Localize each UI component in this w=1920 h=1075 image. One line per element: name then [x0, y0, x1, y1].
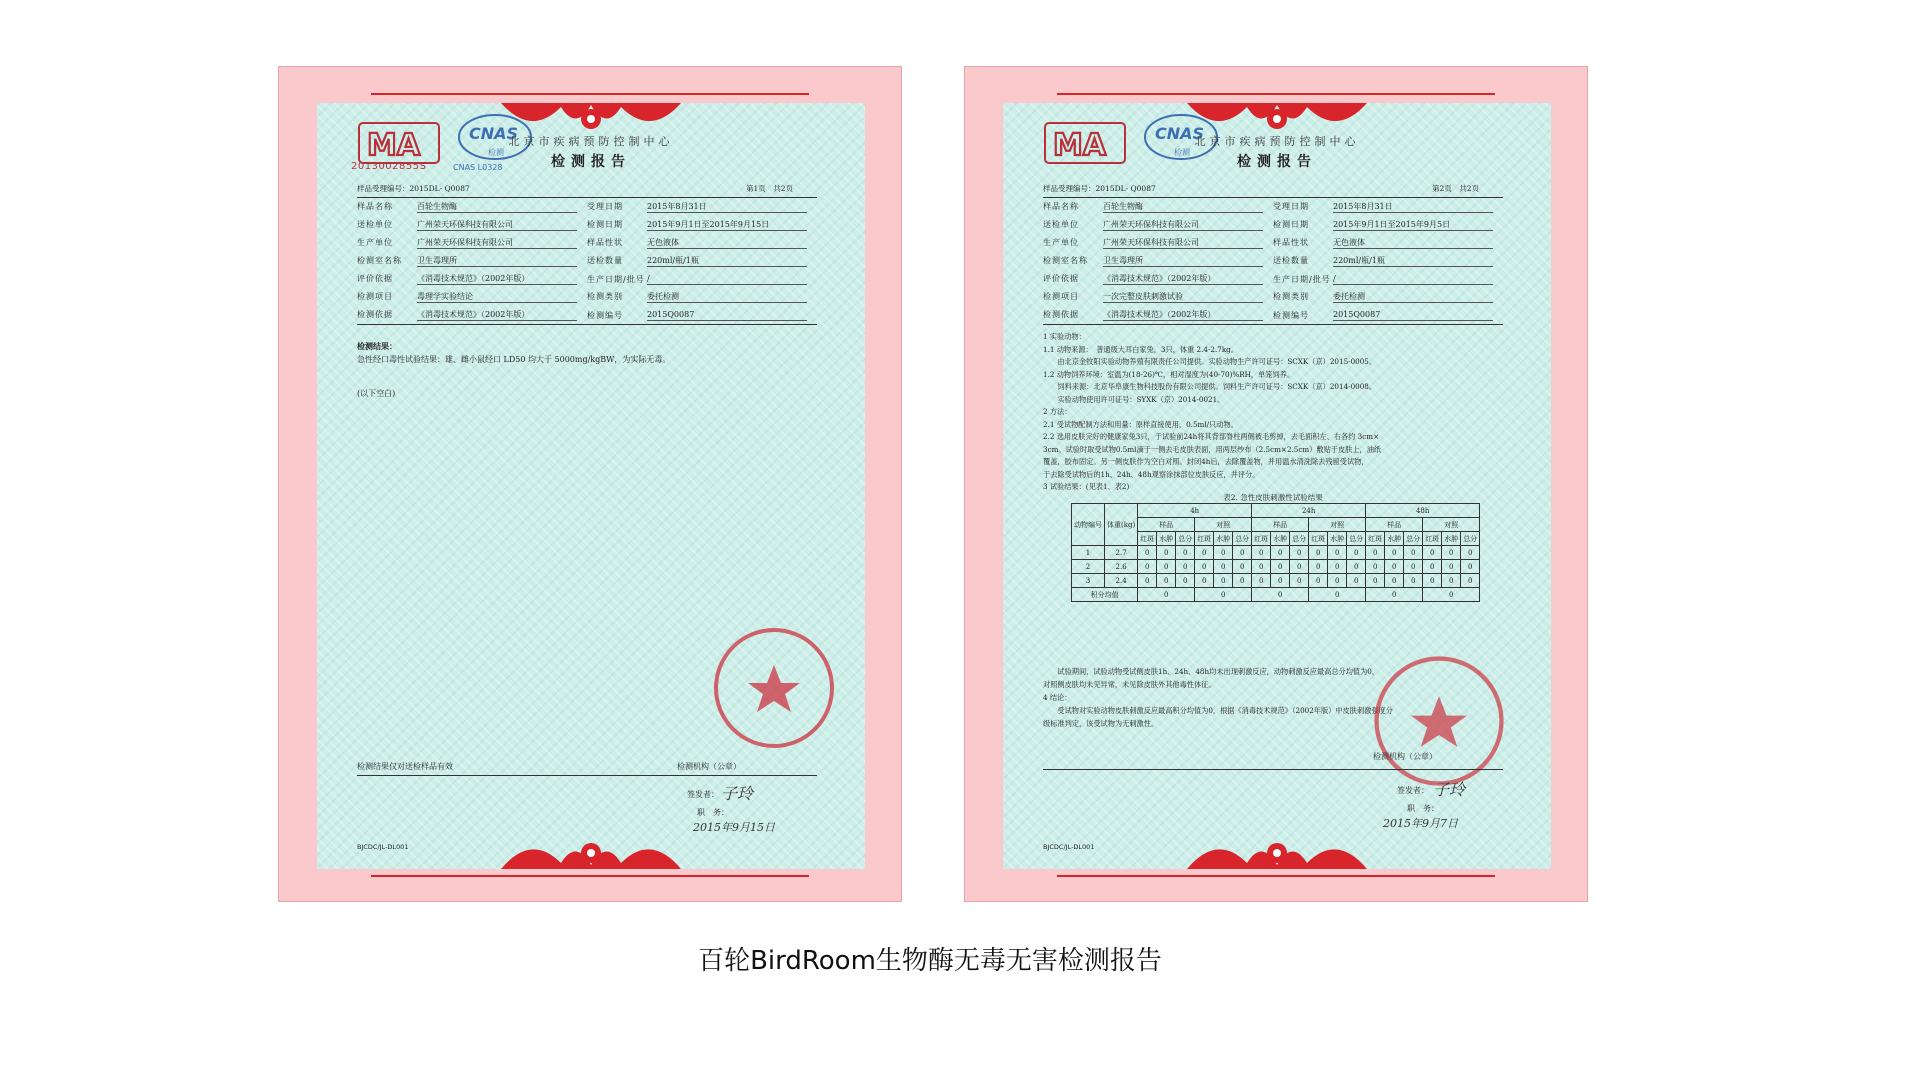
svg-text:CNAS: CNAS	[469, 124, 519, 143]
cnas-code: CNAS L0328	[453, 163, 503, 172]
cell-weight: 2.6	[1105, 560, 1138, 574]
col-group: 对照	[1195, 518, 1252, 532]
text-line: 级标准判定，该受试物为无刺激性。	[1043, 719, 1159, 728]
text-line: 4 结论：	[1043, 693, 1072, 702]
col-group: 样品	[1138, 518, 1195, 532]
field-value: 2015年8月31日	[1333, 201, 1493, 213]
cell-score: 0	[1385, 574, 1404, 588]
field-label: 样品性状	[1273, 238, 1309, 247]
field-label: 评价依据	[1043, 274, 1079, 283]
form-code: BJCDC/JL-DL001	[357, 843, 409, 851]
field-value: 一次完整皮肤刺激试验	[1103, 291, 1263, 303]
field-value: 2015Q0087	[1333, 310, 1493, 321]
field-label: 生产单位	[1043, 238, 1079, 247]
agency-stamp-label: 检测机构（公章）	[677, 762, 741, 771]
table-row	[1072, 574, 1480, 588]
cell-weight: 2.4	[1105, 574, 1138, 588]
col-sub: 总分	[1461, 532, 1480, 546]
text-line: 对照侧皮肤均未见异常，未见除皮肤外其他毒性体征。	[1043, 680, 1216, 689]
signature: 子玲	[721, 784, 754, 803]
cell-score: 0	[1366, 574, 1385, 588]
info-row	[357, 288, 817, 306]
cell-score: 0	[1252, 546, 1271, 560]
field-value: 委托检测	[647, 291, 807, 303]
field-label: 样品名称	[357, 202, 393, 211]
cell-score: 0	[1138, 560, 1157, 574]
cell-mean: 0	[1252, 588, 1309, 602]
field-label: 样品名称	[1043, 202, 1079, 211]
cell-score: 0	[1195, 574, 1214, 588]
cell-id: 2	[1072, 560, 1105, 574]
top-red-line	[1057, 93, 1495, 95]
col-sub: 总分	[1404, 532, 1423, 546]
official-seal-icon	[709, 623, 839, 753]
meta-row	[1043, 183, 1479, 196]
cell-score: 0	[1442, 574, 1461, 588]
sample-info-grid	[357, 197, 817, 325]
col-sub: 总分	[1176, 532, 1195, 546]
col-sub: 水肿	[1271, 532, 1290, 546]
field-label: 检测室名称	[357, 256, 402, 265]
cell-score: 0	[1461, 560, 1480, 574]
field-label: 检测编号	[1273, 310, 1309, 320]
field-label: 送检数量	[1273, 256, 1309, 265]
text-line: 饲料来源：北京华阜康生物科技股份有限公司提供。饲料生产许可证号：SCXK（京）2014-0008。	[1043, 382, 1377, 391]
official-seal-icon	[1369, 651, 1509, 791]
cell-score: 0	[1138, 574, 1157, 588]
col-sub: 红斑	[1252, 532, 1271, 546]
field-value: 2015年8月31日	[647, 201, 807, 213]
result-title: 检测结果：	[357, 341, 397, 351]
agency-stamp-label: 检测机构（公章）	[1373, 752, 1437, 761]
field-value: 毒理学实验结论	[417, 291, 577, 303]
field-label: 检测室名称	[1043, 256, 1088, 265]
col-sub: 红斑	[1309, 532, 1328, 546]
cell-score: 0	[1233, 574, 1252, 588]
field-value: 《消毒技术规范》（2002年版）	[417, 309, 577, 321]
handwritten-date: 2015年9月7日	[1383, 817, 1458, 830]
red-ornament-bottom-icon	[491, 827, 691, 869]
cell-score: 0	[1423, 546, 1442, 560]
info-row	[357, 234, 817, 252]
cell-score: 0	[1385, 546, 1404, 560]
field-label: 生产单位	[357, 238, 393, 247]
field-value: 220ml/瓶/1瓶	[1333, 255, 1493, 267]
info-row	[357, 198, 817, 216]
col-time: 48h	[1366, 504, 1480, 518]
text-line: 覆盖，胶布固定。另一侧皮肤作为空白对照。封闭4h后，去除覆盖物，并用温水清洗除去残留受试物，	[1043, 457, 1369, 466]
svg-text:检测: 检测	[488, 148, 504, 157]
text-line: 3 试验结果：(见表1、表2)	[1043, 482, 1130, 491]
sample-info-grid	[1043, 197, 1503, 325]
bottom-red-line	[1057, 875, 1495, 877]
cell-score: 0	[1176, 560, 1195, 574]
cell-id: 3	[1072, 574, 1105, 588]
col-sub: 水肿	[1328, 532, 1347, 546]
field-label: 评价依据	[357, 274, 393, 283]
field-label: 检测类别	[587, 292, 623, 301]
method-section	[1043, 331, 1503, 494]
cell-score: 0	[1214, 560, 1233, 574]
col-group: 对照	[1423, 518, 1480, 532]
svg-text:CNAS: CNAS	[1155, 124, 1205, 143]
cell-mean: 0	[1423, 588, 1480, 602]
result-section	[357, 339, 817, 401]
col-sub: 总分	[1347, 532, 1366, 546]
cell-score: 0	[1176, 574, 1195, 588]
duty-label: 职 务：	[697, 808, 729, 817]
cell-score: 0	[1176, 546, 1195, 560]
cell-score: 0	[1252, 560, 1271, 574]
cell-score: 0	[1309, 574, 1328, 588]
col-sub: 红斑	[1138, 532, 1157, 546]
col-sub: 红斑	[1195, 532, 1214, 546]
info-row	[357, 216, 817, 234]
field-label: 送检单位	[357, 220, 393, 229]
col-weight: 体重(kg)	[1105, 504, 1138, 546]
svg-text:MA: MA	[367, 128, 421, 163]
cell-score: 0	[1233, 560, 1252, 574]
cell-score: 0	[1347, 574, 1366, 588]
cell-score-label: 积分均值	[1072, 588, 1138, 602]
field-label: 样品性状	[587, 238, 623, 247]
text-line: 2.1 受试物配制方法和用量：原样直接使用，0.5ml/只动物。	[1043, 419, 1238, 429]
field-value: 2015年9月1日至2015年9月15日	[647, 219, 807, 231]
cell-score: 0	[1385, 560, 1404, 574]
field-label: 检测依据	[357, 310, 393, 319]
blank-note: (以下空白)	[357, 389, 396, 398]
text-line: 1 实验动物：	[1043, 332, 1086, 341]
field-label: 检测日期	[587, 220, 623, 229]
field-label: 检测类别	[1273, 292, 1309, 301]
field-value: 百轮生物酶	[417, 201, 577, 213]
field-value: 2015年9月1日至2015年9月5日	[1333, 219, 1493, 231]
col-animal: 动物编号	[1072, 504, 1105, 546]
signer-label: 签发者：	[687, 790, 719, 799]
field-value: 委托检测	[1333, 291, 1493, 303]
result-text: 急性经口毒性试验结果：雄、雌小鼠经口 LD50 均大于 5000mg/kgBW，为实际无毒。	[357, 355, 671, 364]
meta-row	[357, 183, 793, 196]
report-page-2	[1003, 103, 1551, 869]
report-page-1-frame	[278, 66, 902, 902]
cell-mean: 0	[1309, 588, 1366, 602]
cell-score: 0	[1214, 546, 1233, 560]
info-row	[1043, 234, 1503, 252]
field-label: 生产日期/批号	[587, 274, 645, 284]
svg-text:检测: 检测	[1174, 148, 1190, 157]
cell-score: 0	[1309, 560, 1328, 574]
text-line: 2.2 选用皮肤完好的健康家兔3只，于试验前24h将其背部脊柱两侧被毛剪掉，去毛面积左、右各约 3cm×	[1043, 432, 1380, 441]
field-label: 生产日期/批号	[1273, 274, 1331, 284]
text-line: 于去除受试物后的1h、24h、48h观察涂抹部位皮肤反应，并评分。	[1043, 469, 1260, 479]
cell-score: 0	[1195, 546, 1214, 560]
field-value: 220ml/瓶/1瓶	[647, 255, 807, 267]
field-value: 卫生毒理所	[1103, 255, 1263, 267]
table-row	[1072, 560, 1480, 574]
cell-score: 0	[1347, 546, 1366, 560]
cell-id: 1	[1072, 546, 1105, 560]
field-value: 卫生毒理所	[417, 255, 577, 267]
cell-score: 0	[1290, 546, 1309, 560]
text-line: 实验动物使用许可证号：SYXK（京）2014-0021。	[1043, 394, 1225, 404]
report-title: 检测报告	[1237, 154, 1317, 170]
info-row	[1043, 288, 1503, 306]
receipt-number: 样品受理编号：2015DL- Q0087	[357, 184, 470, 193]
top-red-line	[371, 93, 809, 95]
field-value: 《消毒技术规范》（2002年版）	[1103, 273, 1263, 285]
field-value: 《消毒技术规范》（2002年版）	[417, 273, 577, 285]
footer-divider	[357, 775, 817, 776]
cell-score: 0	[1157, 546, 1176, 560]
report-title: 检测报告	[551, 154, 631, 170]
field-value: 无色液体	[647, 237, 807, 249]
info-row	[357, 270, 817, 288]
info-row	[357, 306, 817, 324]
col-sub: 总分	[1290, 532, 1309, 546]
field-value: /	[1333, 274, 1493, 285]
field-value: 广州荣天环保科技有限公司	[417, 237, 577, 249]
info-row	[1043, 252, 1503, 270]
text-line: 3cm。试验时取受试物0.5ml滴于一侧去毛皮肤表面，用两层纱布（2.5cm×2.5cm）敷贴于皮肤上，油纸	[1043, 444, 1382, 454]
cell-score: 0	[1442, 560, 1461, 574]
cell-score: 0	[1423, 560, 1442, 574]
cell-score: 0	[1328, 546, 1347, 560]
cell-score: 0	[1271, 574, 1290, 588]
col-sub: 红斑	[1423, 532, 1442, 546]
cell-score: 0	[1309, 546, 1328, 560]
ma-number: 2013002855S	[351, 161, 427, 172]
organization-name: 北京市疾病预防控制中心	[508, 135, 674, 148]
cell-score: 0	[1404, 560, 1423, 574]
field-value: 广州荣天环保科技有限公司	[417, 219, 577, 231]
cell-score: 0	[1366, 546, 1385, 560]
duty-label: 职 务：	[1407, 804, 1439, 813]
info-row	[357, 252, 817, 270]
col-group: 样品	[1366, 518, 1423, 532]
svg-text:MA: MA	[1053, 128, 1107, 163]
cell-score: 0	[1271, 546, 1290, 560]
col-sub: 水肿	[1157, 532, 1176, 546]
col-time: 4h	[1138, 504, 1252, 518]
page-number: 第1页 共2页	[745, 184, 793, 193]
cell-score: 0	[1252, 574, 1271, 588]
cell-score: 0	[1461, 574, 1480, 588]
page-caption: 百轮BirdRoom生物酶无毒无害检测报告	[698, 946, 1162, 976]
cell-score: 0	[1157, 574, 1176, 588]
text-line: 2 方法：	[1043, 407, 1072, 416]
cell-score: 0	[1442, 546, 1461, 560]
info-row	[1043, 270, 1503, 288]
col-sub: 水肿	[1214, 532, 1233, 546]
table-row	[1072, 546, 1480, 560]
cell-score: 0	[1138, 546, 1157, 560]
cell-score: 0	[1195, 560, 1214, 574]
cell-mean: 0	[1138, 588, 1195, 602]
handwritten-date: 2015年9月15日	[693, 821, 775, 834]
form-code: BJCDC/JL-DL001	[1043, 843, 1095, 851]
field-label: 受理日期	[1273, 202, 1309, 211]
text-line: 受试物对实验动物皮肤刺激反应最高积分均值为0，根据《消毒技术规范》（2002年版）中皮肤刺激强度分	[1043, 706, 1393, 715]
info-row	[1043, 198, 1503, 216]
cell-mean: 0	[1195, 588, 1252, 602]
info-row	[1043, 216, 1503, 234]
results-table	[1071, 503, 1480, 602]
field-value: 无色液体	[1333, 237, 1493, 249]
col-sub: 红斑	[1366, 532, 1385, 546]
receipt-number: 样品受理编号：2015DL- Q0087	[1043, 184, 1156, 193]
cell-score: 0	[1233, 546, 1252, 560]
field-label: 检测项目	[357, 292, 393, 301]
cell-score: 0	[1328, 560, 1347, 574]
cell-score: 0	[1461, 546, 1480, 560]
field-value: /	[647, 274, 807, 285]
table-row	[1072, 588, 1480, 602]
text-line: 1.2 动物饲养环境：室温为(18-26)℃，相对湿度为(40-70)%RH，单笼饲养。	[1043, 369, 1295, 379]
report-page-1	[317, 103, 865, 869]
report-page-2-frame	[964, 66, 1588, 902]
text-line: 由北京金牧阳实验动物养殖有限责任公司提供。实验动物生产许可证号：SCXK（京）2015-0005。	[1043, 357, 1377, 366]
cell-score: 0	[1328, 574, 1347, 588]
info-row	[1043, 306, 1503, 324]
field-value: 广州荣天环保科技有限公司	[1103, 237, 1263, 249]
field-value: 《消毒技术规范》（2002年版）	[1103, 309, 1263, 321]
cell-score: 0	[1404, 546, 1423, 560]
cell-score: 0	[1214, 574, 1233, 588]
red-ornament-bottom-icon	[1177, 827, 1377, 869]
page-number: 第2页 共2页	[1431, 184, 1479, 193]
cell-score: 0	[1366, 560, 1385, 574]
cell-score: 0	[1404, 574, 1423, 588]
field-label: 送检单位	[1043, 220, 1079, 229]
signature: 子玲	[1433, 780, 1466, 799]
col-sub: 总分	[1233, 532, 1252, 546]
field-label: 检测日期	[1273, 220, 1309, 229]
cell-weight: 2.7	[1105, 546, 1138, 560]
organization-name: 北京市疾病预防控制中心	[1194, 135, 1360, 148]
signer-label: 签发者：	[1397, 786, 1429, 795]
field-label: 检测编号	[587, 310, 623, 320]
text-line: 1.1 动物来源： 普通级大耳白家兔，3只，体重 2.4-2.7kg。	[1043, 344, 1238, 354]
cell-score: 0	[1423, 574, 1442, 588]
field-value: 2015Q0087	[647, 310, 807, 321]
cell-score: 0	[1347, 560, 1366, 574]
text-line: 试验期间，试验动物受试侧皮肤1h、24h、48h均未出现刺激反应，动物刺激反应最高总分均值为0，	[1043, 667, 1380, 676]
field-label: 受理日期	[587, 202, 623, 211]
cell-score: 0	[1290, 574, 1309, 588]
col-group: 样品	[1252, 518, 1309, 532]
bottom-red-line	[371, 875, 809, 877]
cell-score: 0	[1157, 560, 1176, 574]
col-group: 对照	[1309, 518, 1366, 532]
cell-score: 0	[1271, 560, 1290, 574]
footer-divider	[1043, 769, 1503, 770]
table-caption: 表2. 急性皮肤刺激性试验结果	[1223, 493, 1323, 502]
col-time: 24h	[1252, 504, 1366, 518]
cell-mean: 0	[1366, 588, 1423, 602]
field-value: 广州荣天环保科技有限公司	[1103, 219, 1263, 231]
validity-note: 检测结果仅对送检样品有效	[357, 762, 453, 771]
field-label: 检测项目	[1043, 292, 1079, 301]
col-sub: 水肿	[1385, 532, 1404, 546]
field-label: 检测依据	[1043, 310, 1079, 319]
col-sub: 水肿	[1442, 532, 1461, 546]
field-value: 百轮生物酶	[1103, 201, 1263, 213]
field-label: 送检数量	[587, 256, 623, 265]
cell-score: 0	[1290, 560, 1309, 574]
